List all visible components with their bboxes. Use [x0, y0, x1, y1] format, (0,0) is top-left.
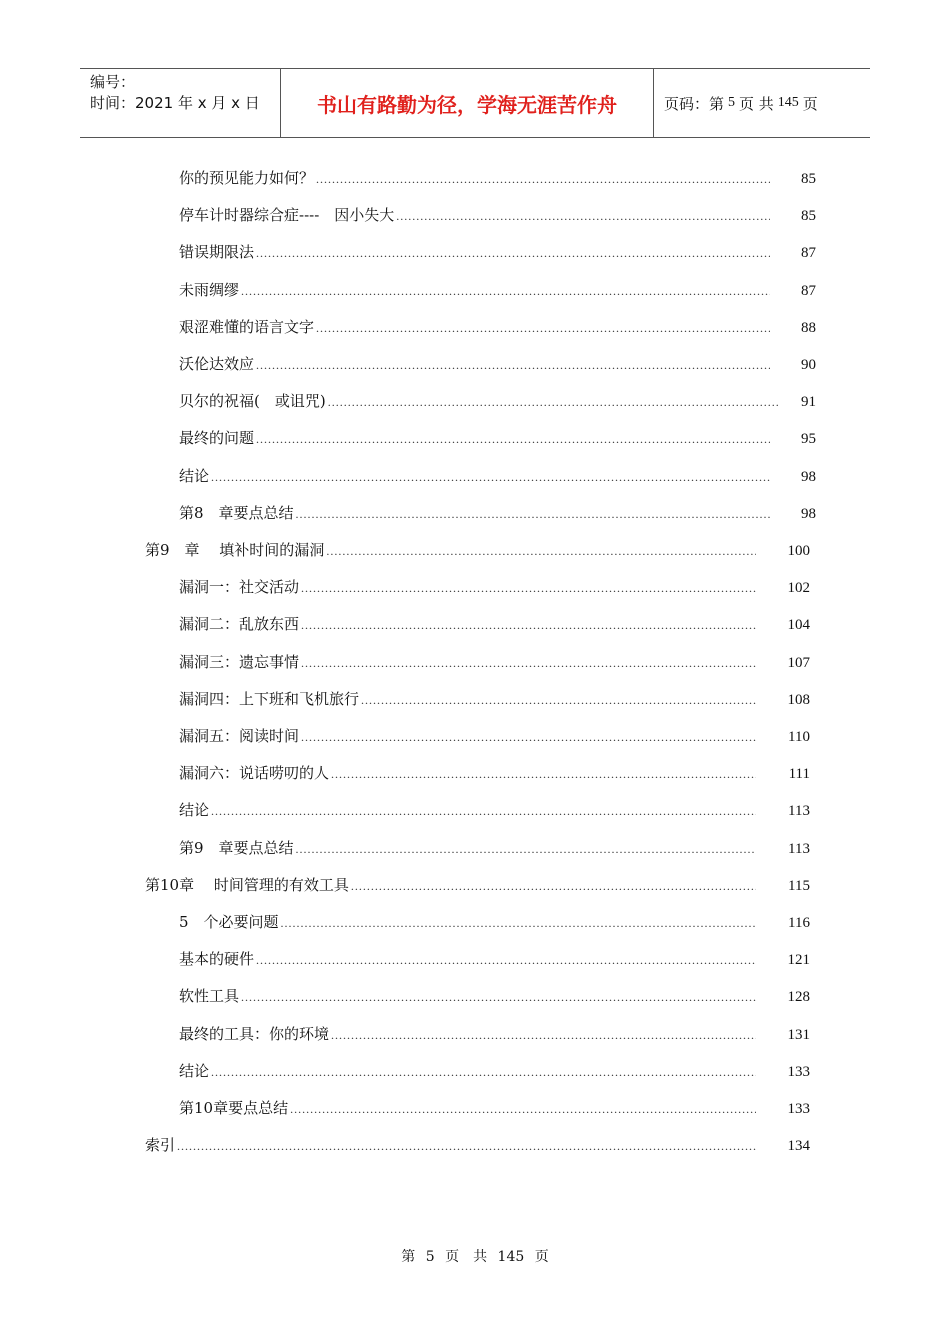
toc-entry-page: 104 [787, 617, 810, 634]
toc-dot-leader [177, 1135, 756, 1157]
toc-dot-leader [396, 205, 770, 227]
header-page-mid: 页 共 [739, 94, 774, 113]
footer-page-total: 145 [497, 1249, 525, 1265]
toc-entry-page: 98 [801, 468, 816, 485]
toc-dot-leader [328, 391, 780, 413]
header-page-current: 5 [728, 95, 736, 110]
toc-entry-page: 131 [787, 1026, 810, 1043]
toc-dot-leader [256, 428, 770, 450]
footer-prefix: 第 [401, 1249, 416, 1265]
toc-dot-leader [281, 912, 756, 934]
toc-entry-page: 108 [787, 691, 810, 708]
toc-entry[interactable] [179, 688, 810, 710]
toc-entry-page: 100 [787, 543, 810, 559]
toc-entry-title: 沃伦达效应 [179, 355, 255, 373]
toc-entry[interactable] [179, 1023, 810, 1045]
toc-entry[interactable] [179, 502, 816, 524]
toc-entry-page: 87 [801, 282, 816, 299]
toc-dot-leader [241, 280, 770, 302]
toc-entry-page: 121 [787, 952, 810, 969]
toc-entry-title: 索引 [145, 1136, 176, 1155]
toc-entry-page: 116 [788, 915, 810, 931]
toc-entry-page: 98 [801, 505, 816, 522]
toc-entry-title: 错误期限法 [179, 243, 255, 262]
footer-suffix: 页 [534, 1249, 549, 1265]
header-meta [80, 69, 281, 137]
toc-dot-leader [301, 652, 756, 674]
toc-dot-leader [361, 689, 756, 711]
toc-entry-page: 91 [801, 394, 816, 411]
toc-entry[interactable] [179, 316, 816, 338]
toc-dot-leader [296, 838, 756, 860]
header-page-total: 145 [777, 95, 799, 110]
toc-entry[interactable] [179, 799, 810, 821]
toc-entry-page: 95 [801, 431, 816, 448]
toc-dot-leader [290, 1098, 756, 1120]
toc-entry[interactable] [179, 837, 810, 859]
toc-entry-title: 第10章要点总结 [179, 1099, 289, 1117]
toc-dot-leader [256, 242, 770, 264]
toc-dot-leader [301, 614, 756, 636]
toc-dot-leader [301, 577, 756, 599]
toc-entry-title: 漏洞四：上下班和飞机旅行 [179, 689, 360, 708]
footer-page-current: 5 [425, 1249, 435, 1265]
toc-entry-title: 第10章 时间管理的有效工具 [145, 875, 349, 894]
toc-entry[interactable] [145, 1134, 810, 1156]
toc-entry[interactable] [179, 948, 810, 970]
toc-entry[interactable] [145, 874, 810, 896]
toc-entry-title: 结论 [179, 466, 210, 485]
toc-entry[interactable] [179, 390, 816, 412]
toc-dot-leader [301, 726, 756, 748]
page-footer [0, 1246, 950, 1266]
toc-entry-title: 软性工具 [179, 987, 240, 1006]
toc-entry-page: 85 [801, 171, 816, 187]
toc-entry-title: 你的预见能力如何？ [179, 169, 315, 187]
serial-number-label: 编号： [90, 73, 136, 91]
toc-dot-leader [326, 540, 756, 562]
toc-entry[interactable] [179, 167, 816, 189]
toc-entry-title: 最终的问题 [179, 429, 255, 448]
header-page-label: 页码：第 [664, 94, 725, 113]
toc-entry[interactable] [179, 762, 810, 784]
toc-entry[interactable] [179, 651, 810, 673]
toc-dot-leader [351, 875, 756, 897]
toc-entry[interactable] [179, 725, 810, 747]
toc-entry-title: 第8 章要点总结 [179, 503, 294, 522]
toc-entry-page: 133 [787, 1101, 810, 1117]
toc-entry[interactable] [179, 427, 816, 449]
toc-entry-page: 134 [787, 1138, 810, 1155]
toc-entry-page: 113 [788, 840, 810, 857]
toc-entry[interactable] [179, 1097, 810, 1119]
toc-dot-leader [316, 168, 770, 190]
toc-entry-title: 艰涩难懂的语言文字 [179, 317, 315, 336]
toc-entry-page: 102 [787, 580, 810, 597]
toc-dot-leader [316, 317, 770, 339]
toc-entry[interactable] [179, 613, 810, 635]
toc-entry[interactable] [179, 241, 816, 263]
toc-entry[interactable] [179, 1060, 810, 1082]
toc-entry-page: 87 [801, 245, 816, 262]
toc-dot-leader [211, 466, 770, 488]
toc-entry-title: 贝尔的祝福( 或诅咒) [179, 392, 326, 411]
toc-entry-page: 133 [787, 1063, 810, 1080]
toc-entry[interactable] [179, 911, 810, 933]
toc-entry[interactable] [179, 985, 810, 1007]
toc-entry-page: 85 [801, 208, 816, 225]
date-label: 时间：2021 年 x 月 x 日 [90, 94, 260, 112]
toc-entry[interactable] [179, 204, 816, 226]
toc-dot-leader [331, 763, 756, 785]
toc-entry-title: 未雨绸缪 [179, 280, 240, 299]
toc-dot-leader [211, 800, 756, 822]
toc-entry[interactable] [179, 353, 816, 375]
toc-entry-page: 115 [788, 877, 810, 894]
toc-entry-title: 漏洞二：乱放东西 [179, 615, 300, 634]
page-header [80, 68, 870, 138]
footer-mid: 页 共 [445, 1249, 488, 1265]
toc-entry-title: 漏洞三：遗忘事情 [179, 652, 300, 671]
header-page-info [654, 69, 870, 137]
toc-entry-page: 113 [788, 803, 810, 820]
toc-dot-leader [256, 949, 756, 971]
toc-entry-title: 结论 [179, 801, 210, 820]
header-motto: 书山有路勤为径，学海无涯苦作舟 [281, 69, 654, 137]
toc-entry[interactable] [179, 279, 816, 301]
toc-entry-page: 88 [801, 319, 816, 336]
toc-entry-page: 128 [787, 989, 810, 1006]
toc-entry-page: 110 [788, 729, 810, 745]
toc-entry-title: 停车计时器综合症---- 因小失大 [179, 206, 395, 225]
toc-entry-page: 107 [787, 654, 810, 671]
toc-entry-title: 5 个必要问题 [179, 913, 279, 931]
toc-entry-title: 漏洞一：社交活动 [179, 578, 300, 597]
toc-entry[interactable] [179, 576, 810, 598]
toc-dot-leader [296, 503, 770, 525]
toc-entry-title: 第9 章要点总结 [179, 838, 294, 857]
toc-entry-page: 111 [788, 766, 810, 783]
header-page-end: 页 [802, 94, 818, 113]
toc-entry-title: 漏洞六：说话唠叨的人 [179, 764, 330, 783]
toc-entry-title: 漏洞五：阅读时间 [179, 727, 300, 745]
toc-entry-title: 基本的硬件 [179, 950, 255, 969]
toc-dot-leader [256, 354, 770, 376]
toc-entry-title: 结论 [179, 1061, 210, 1080]
toc-dot-leader [241, 986, 756, 1008]
toc-dot-leader [211, 1061, 756, 1083]
toc-entry[interactable] [179, 465, 816, 487]
toc-entry[interactable] [145, 539, 810, 561]
toc-dot-leader [331, 1024, 756, 1046]
toc-entry-title: 第9 章 填补时间的漏洞 [145, 541, 325, 559]
toc-entry-page: 90 [801, 357, 816, 373]
toc-entry-title: 最终的工具：你的环境 [179, 1024, 330, 1043]
